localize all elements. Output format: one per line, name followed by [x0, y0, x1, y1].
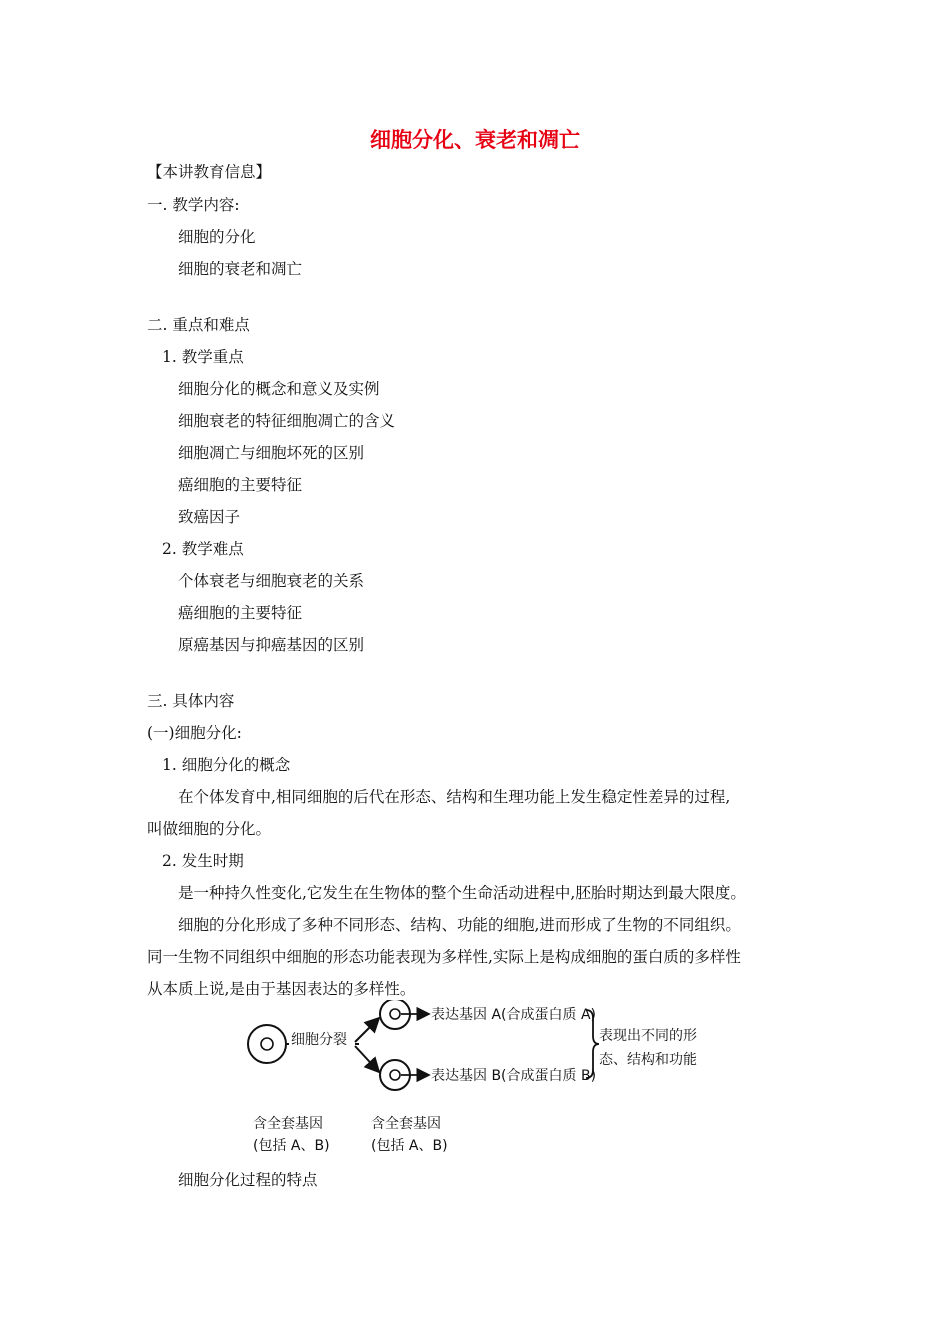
arrow-down [355, 1046, 379, 1072]
paragraph-line: 叫做细胞的分化。 [147, 820, 272, 838]
cell-differentiation-diagram [243, 1000, 708, 1160]
section-heading-1: 一. 教学内容: [147, 196, 240, 214]
division-label: 细胞分裂 [291, 1032, 347, 1048]
part-heading: (一)细胞分化: [147, 724, 242, 742]
right-caption-1: 含全套基因 [371, 1116, 441, 1132]
subsection-heading: 1. 教学重点 [162, 348, 244, 366]
subsection-heading: 2. 发生时期 [162, 852, 244, 870]
difficulty-item: 原癌基因与抑癌基因的区别 [178, 636, 365, 654]
parent-cell [248, 1025, 286, 1063]
left-caption-1: 含全套基因 [253, 1116, 323, 1132]
result-line-2: 态、结构和功能 [599, 1052, 697, 1068]
subsection-heading: 1. 细胞分化的概念 [162, 756, 291, 774]
arrow-up [355, 1018, 379, 1042]
section-heading-3: 三. 具体内容 [147, 692, 235, 710]
paragraph-line: 是一种持久性变化,它发生在生物体的整个生命活动进程中,胚胎时期达到最大限度。 [178, 884, 746, 902]
difficulty-item: 个体衰老与细胞衰老的关系 [178, 572, 365, 590]
paragraph-line: 在个体发育中,相同细胞的后代在形态、结构和生理功能上发生稳定性差异的过程, [178, 788, 731, 806]
section-heading-2: 二. 重点和难点 [147, 316, 250, 334]
key-point-item: 细胞分化的概念和意义及实例 [178, 380, 380, 398]
paragraph-line: 同一生物不同组织中细胞的形态功能表现为多样性,实际上是构成细胞的蛋白质的多样性 [147, 948, 741, 966]
key-point-item: 致癌因子 [178, 508, 241, 526]
expression-a-label: 表达基因 A(合成蛋白质 A) [431, 1007, 596, 1023]
result-line-1: 表现出不同的形 [599, 1028, 697, 1044]
subsection-heading: 2. 教学难点 [162, 540, 244, 558]
paragraph-line: 细胞的分化形成了多种不同形态、结构、功能的细胞,进而形成了生物的不同组织。 [178, 916, 741, 934]
right-caption-2: (包括 A、B) [371, 1138, 448, 1154]
section-tag: 【本讲教育信息】 [147, 163, 272, 181]
left-caption-2: (包括 A、B) [253, 1138, 330, 1154]
page-title: 细胞分化、衰老和凋亡 [370, 128, 580, 152]
content-item: 细胞的分化 [178, 228, 256, 246]
paragraph-line: 细胞分化过程的特点 [178, 1171, 318, 1189]
content-item: 细胞的衰老和凋亡 [178, 260, 303, 278]
key-point-item: 细胞凋亡与细胞坏死的区别 [178, 444, 365, 462]
key-point-item: 细胞衰老的特征细胞凋亡的含义 [178, 412, 396, 430]
key-point-item: 癌细胞的主要特征 [178, 476, 303, 494]
paragraph-line: 从本质上说,是由于基因表达的多样性。 [147, 980, 416, 998]
expression-b-label: 表达基因 B(合成蛋白质 B) [431, 1068, 597, 1084]
difficulty-item: 癌细胞的主要特征 [178, 604, 303, 622]
